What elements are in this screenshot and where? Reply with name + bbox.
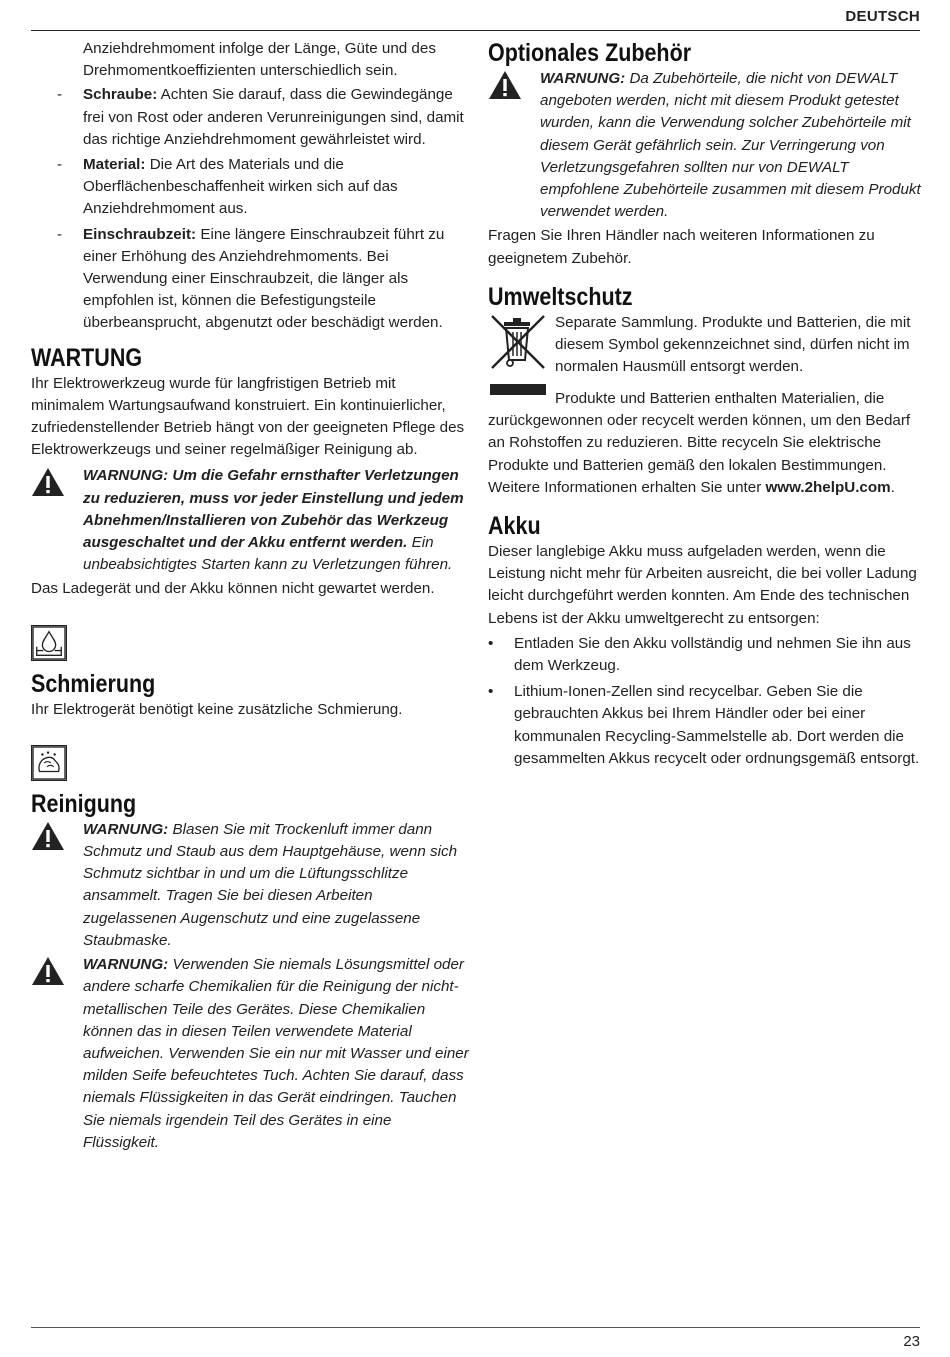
- warning-text: Ein unbeabsichtigtes Starten kann zu Verletzungen führen.: [83, 534, 453, 574]
- warning-triangle-icon: [31, 954, 83, 1154]
- warning-label: WARNUNG:: [540, 70, 626, 87]
- zubehoer-heading: Optionales Zubehör: [488, 39, 692, 67]
- bullet-text: Lithium-Ionen-Zellen sind recycelbar. Geben Sie die gebrauchten Akkus bei Ihrem Händler oder bei einer kommunalen Recycling-Sammelstelle ab. Dort werden die gesammelten Akkus recycelt oder ordnungsgemäß entsorgt.: [514, 683, 920, 767]
- akku-body: Dieser langlebige Akku muss aufgeladen werden, wenn die Leistung nicht mehr für Arbeiten ausreicht, die bei voller Ladung leicht durchgeführt werden konnten. Am Ende des technischen Lebens ist der Akku umweltgerecht zu entsorgen:: [488, 543, 917, 627]
- reinigung-heading: Reinigung: [31, 789, 137, 818]
- wartung-warning: [31, 465, 469, 576]
- schmierung-heading: Schmierung: [31, 669, 156, 698]
- warning-label: WARNUNG:: [83, 820, 169, 838]
- oil-drop-icon: [31, 625, 469, 661]
- weee-text: Separate Sammlung. Produkte und Batterien, die mit diesem Symbol gekennzeichnet sind, dürfen nicht im normalen Hausmüll entsorgt werden.: [555, 313, 911, 376]
- wartung-heading: WARTUNG: [31, 343, 143, 372]
- page-header: [31, 0, 920, 31]
- dash-text: Eine längere Einschraubzeit führt zu einer Erhöhung des Anziehdrehmoments. Bei Verwendung einer Einschraubzeit, die länger als empfohlen ist, können die Befestigungsteile überbeansprucht, abgenutzt oder beschädigt werden.: [83, 225, 445, 332]
- list-item: [488, 633, 928, 677]
- warning-text: Blasen Sie mit Trockenluft immer dann Schmutz und Staub aus dem Hauptgehäuse, wenn sich Schmutz sichtbar in und um die Lüftungsschlitze ansammelt. Tragen Sie bei diesen Arbeiten zugelassenen Augenschutz und eine zugelassene Staubmaske.: [83, 820, 458, 949]
- dash-text: Die Art des Materials und die Oberflächenbeschaffenheit wirken sich auf das Anziehdrehmoment aus.: [83, 156, 398, 218]
- dash-term: Einschraubzeit:: [83, 225, 197, 243]
- umwelt-body-end: .: [890, 478, 895, 496]
- dash-item: [31, 154, 469, 221]
- schmierung-body: Ihr Elektrogerät benötigt keine zusätzliche Schmierung.: [31, 700, 403, 718]
- reinigung-warning-1: [31, 819, 469, 952]
- warning-triangle-icon: [31, 465, 83, 576]
- bullet-text: Entladen Sie den Akku vollständig und nehmen Sie ihn aus dem Werkzeug.: [514, 634, 911, 675]
- left-column: [31, 38, 469, 1154]
- language-label: DEUTSCH: [845, 8, 920, 25]
- akku-heading: Akku: [488, 512, 541, 541]
- dash-item: [31, 224, 469, 335]
- umwelt-body-text: Produkte und Batterien enthalten Materialien, die zurückgewonnen oder recycelt werden können, um den Bedarf an Rohstoffen zu reduzieren. Bitte recyceln Sie elektrische Produkte und Batterien gemäß den lokalen Bestimmungen. Weitere Informationen erhalten Sie unter: [488, 390, 911, 496]
- dash-text: Achten Sie darauf, dass die Gewindegänge frei von Rost oder anderen Verunreinigungen sind, damit das richtige Anziehdrehmoment gewährleistet wird.: [83, 86, 464, 148]
- zubehoer-warning: [488, 68, 928, 223]
- dash-marker: -: [57, 86, 63, 104]
- warning-text: Verwenden Sie niemals Lösungsmittel oder andere scharfe Chemikalien für die Reinigung der nicht-metallischen Teile des Gerätes. Diese Chemikalien können das in diesen Teilen verwendete Material aufweichen. Verwenden Sie ein nur mit Wasser und einer milden Seife befeuchtetes Tuch. Achten Sie darauf, dass niemals Flüssigkeiten in das Gerät eindringen. Tauchen Sie niemals irgendein Teil des Gerätes in eine Flüssigkeit.: [83, 956, 469, 1151]
- footer-rule: [31, 1327, 920, 1328]
- dash-marker: -: [57, 156, 63, 174]
- dash-term: Material:: [83, 156, 146, 174]
- reinigung-warning-2: [31, 954, 469, 1154]
- warning-bold-text: WARNUNG: Um die Gefahr ernsthafter Verletzungen zu reduzieren, muss vor jeder Einstellung und jedem Abnehmen/Installieren von Zubehör das Werkzeug ausgeschaltet und der Akku entfernt werden.: [83, 467, 464, 552]
- right-column: [488, 38, 928, 774]
- help-link[interactable]: www.2helpU.com: [765, 478, 891, 496]
- list-item: [488, 681, 928, 770]
- dash-term: Schraube:: [83, 86, 158, 104]
- page-number: 23: [903, 1333, 920, 1350]
- cleaning-cloth-icon: [31, 745, 469, 781]
- warning-label: WARNUNG:: [83, 956, 169, 974]
- bullet-marker: •: [488, 634, 494, 652]
- warning-triangle-icon: [488, 68, 540, 223]
- umwelt-heading: Umweltschutz: [488, 282, 633, 311]
- umwelt-body: [488, 388, 928, 499]
- bullet-marker: •: [488, 683, 494, 701]
- warning-triangle-icon: [31, 819, 83, 952]
- intro-continuation: Anziehdrehmoment infolge der Länge, Güte und des Drehmomentkoeffizienten unterschiedlich sein.: [83, 40, 436, 80]
- wartung-body: Ihr Elektrowerkzeug wurde für langfristigen Betrieb mit minimalem Wartungsaufwand konstruiert. Ein kontinuierlicher, zufriedenstellender Betrieb hängt von der geeigneten Pflege des Elektrowerkzeugs und seiner regelmäßiger Reinigung ab.: [31, 374, 465, 459]
- dash-item: [31, 84, 469, 151]
- crossed-out-wheelie-bin-icon: [488, 312, 555, 403]
- wartung-note: Das Ladegerät und der Akku können nicht gewartet werden.: [31, 580, 435, 598]
- warning-text: Da Zubehörteile, die nicht von DEWALT angeboten werden, nicht mit diesem Produkt getestet wurden, kann die Verwendung solcher Zubehörteile mit diesem Gerät gefährlich sein. Zur Verringerung von Verletzungsgefahren sollten nur von DEWALT empfohlene Zubehörteile zusammen mit diesem Produkt verwendet werden.: [540, 70, 921, 221]
- zubehoer-body: Fragen Sie Ihren Händler nach weiteren Informationen zu geeignetem Zubehör.: [488, 227, 875, 267]
- dash-marker: -: [57, 225, 63, 243]
